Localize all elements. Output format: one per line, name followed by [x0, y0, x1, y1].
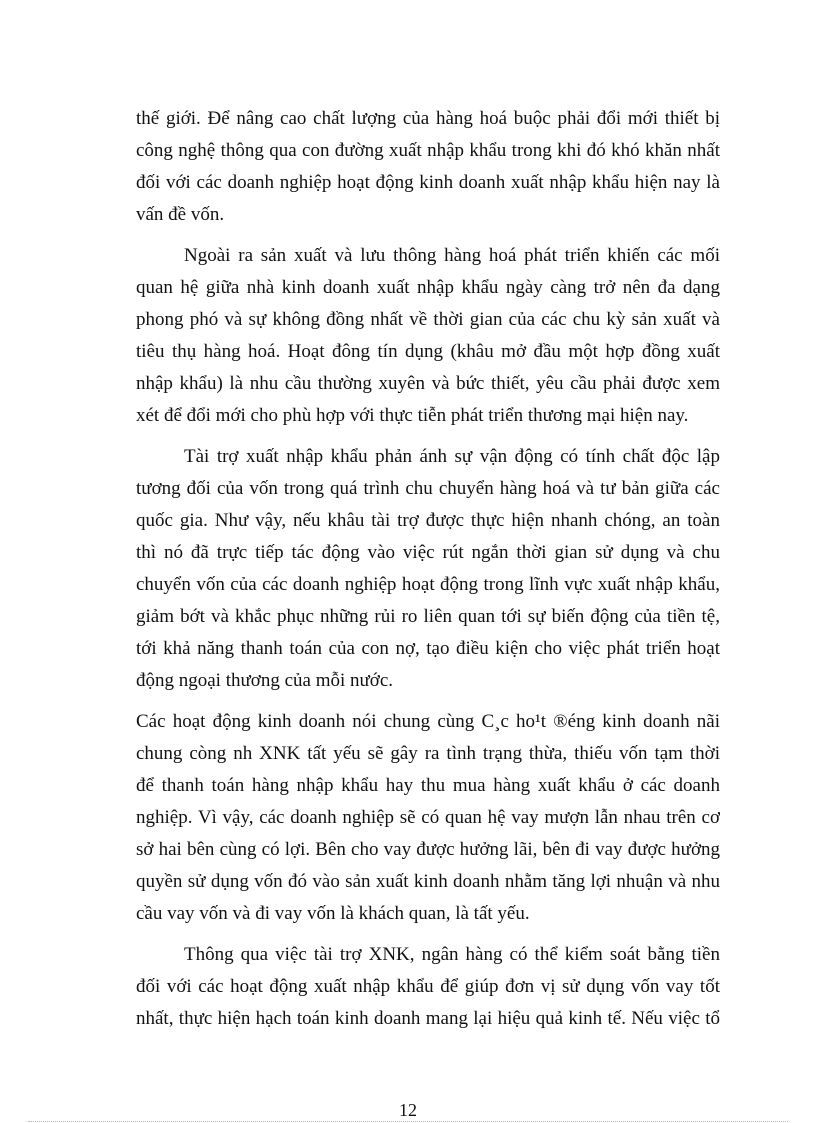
text-line: chuyển vốn của các doanh nghiệp hoạt động trong lĩnh vực xuất nhập khẩu,	[136, 574, 720, 595]
text-line: nhất, thực hiện hạch toán kinh doanh mang lại hiệu quả kinh tế. Nếu việc tổ	[136, 1008, 720, 1029]
text-line: tương đối của vốn trong quá trình chu chuyển hàng hoá và tư bản giữa các	[136, 478, 720, 499]
text-line: quan hệ giữa nhà kinh doanh xuất nhập khẩu ngày càng trở nên đa dạng	[136, 277, 720, 298]
text-line: quốc gia. Như vậy, nếu khâu tài trợ được thực hiện nhanh chóng, an toàn	[136, 510, 720, 531]
text-line: sở hai bên cùng có lợi. Bên cho vay được hưởng lãi, bên đi vay được hưởng	[136, 839, 720, 860]
text-line: quyền sử dụng vốn đó vào sản xuất kinh doanh nhằm tăng lợi nhuận và nhu	[136, 871, 720, 892]
text-line: đối với các hoạt động xuất nhập khẩu để giúp đơn vị sử dụng vốn vay tốt	[136, 976, 720, 997]
text-line: Thông qua việc tài trợ XNK, ngân hàng có thể kiểm soát bằng tiền	[184, 944, 720, 965]
text-line: để thanh toán hàng nhập khẩu hay thu mua hàng xuất khẩu ở các doanh	[136, 775, 720, 796]
text-line: chung còng nh XNK tất yếu sẽ gây ra tình trạng thừa, thiếu vốn tạm thời	[136, 743, 720, 764]
text-line: Tài trợ xuất nhập khẩu phản ánh sự vận động có tính chất độc lập	[184, 446, 720, 467]
paragraph-2	[136, 240, 720, 432]
text-line: thì nó đã trực tiếp tác động vào việc rút ngắn thời gian sử dụng và chu	[136, 542, 720, 563]
text-line: phong phó và sự không đồng nhất về thời gian của các chu kỳ sản xuất và	[136, 309, 720, 330]
text-line: thế giới. Để nâng cao chất lượng của hàng hoá buộc phải đổi mới thiết bị	[136, 108, 720, 129]
text-line: vấn đề vốn.	[136, 204, 225, 225]
text-line: công nghệ thông qua con đường xuất nhập khẩu trong khi đó khó khăn nhất	[136, 140, 720, 161]
text-line: tiêu thụ hàng hoá. Hoạt đông tín dụng (khâu mở đầu một hợp đồng xuất	[136, 341, 720, 362]
text-line: xét để đổi mới cho phù hợp với thực tiễn phát triển thương mại hiện nay.	[136, 405, 689, 426]
text-line: Ngoài ra sản xuất và lưu thông hàng hoá phát triển khiến các mối	[184, 245, 720, 266]
text-line: Các hoạt động kinh doanh nói chung cùng C¸c ho¹t ®éng kinh doanh nãi	[136, 711, 720, 732]
paragraph-4	[136, 706, 720, 930]
text-line: cầu vay vốn và đi vay vốn là khách quan, là tất yếu.	[136, 903, 530, 924]
page-number: 12	[399, 1100, 417, 1120]
text-line: giảm bớt và khắc phục những rủi ro liên quan tới sự biến động của tiền tệ,	[136, 606, 720, 627]
paragraph-1	[136, 103, 720, 231]
body-text	[136, 103, 720, 1044]
text-line: động ngoại thương của mỗi nước.	[136, 670, 394, 691]
text-line: đối với các doanh nghiệp hoạt động kinh doanh xuất nhập khẩu hiện nay là	[136, 172, 720, 193]
text-line: nghiệp. Vì vậy, các doanh nghiệp sẽ có quan hệ vay mượn lẫn nhau trên cơ	[136, 807, 720, 828]
text-line: tới khả năng thanh toán của con nợ, tạo điều kiện cho việc phát triển hoạt	[136, 638, 720, 659]
text-line: nhập khẩu) là nhu cầu thường xuyên và bức thiết, yêu cầu phải được xem	[136, 373, 720, 394]
footer-divider	[28, 1121, 788, 1122]
paragraph-3	[136, 441, 720, 697]
paragraph-5	[136, 939, 720, 1035]
